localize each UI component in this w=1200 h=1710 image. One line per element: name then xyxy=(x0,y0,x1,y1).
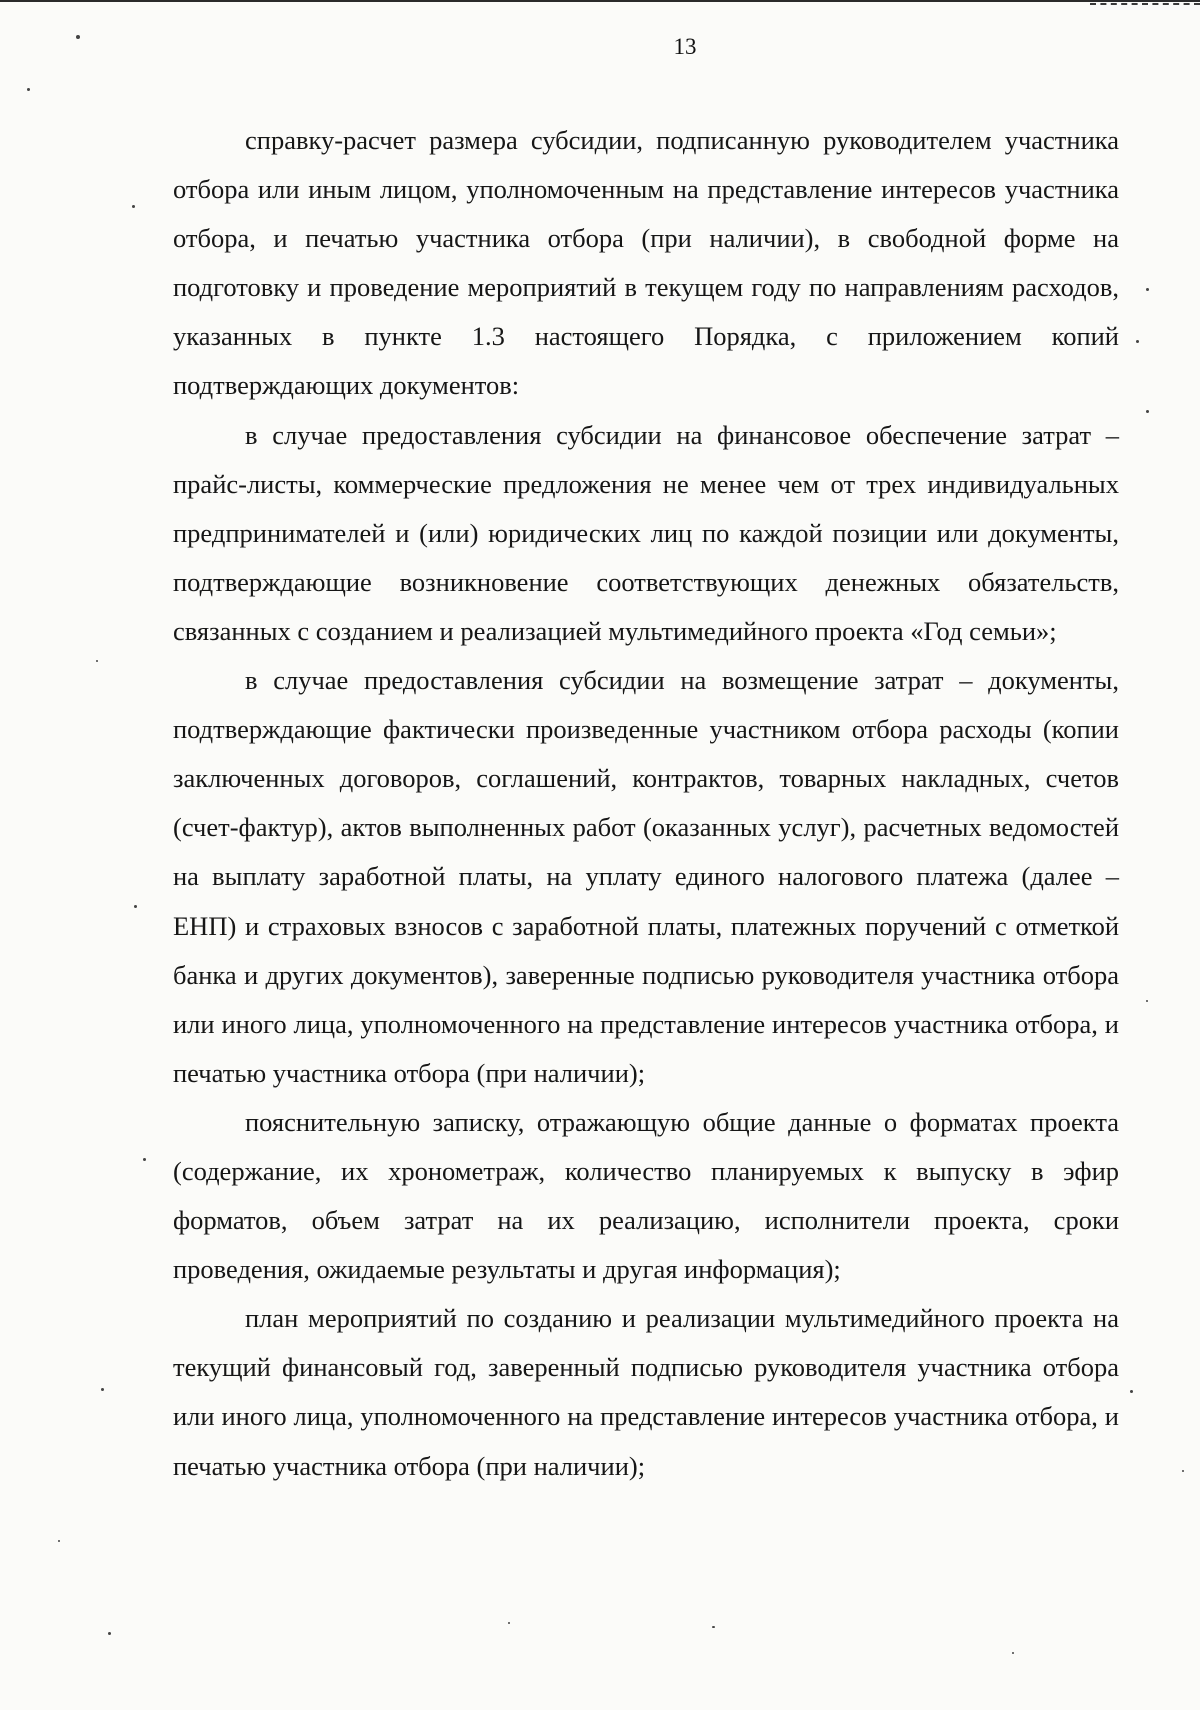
scan-speck xyxy=(96,660,98,662)
scan-top-edge xyxy=(0,0,1200,2)
scan-speck xyxy=(27,88,30,91)
paragraph-explanatory-note: пояснительную записку, отражающую общие данные о форматах проекта (содержание, их хронометраж, количество планируемых к выпуску в эфир форматов, объем затрат на их реализацию, исполнители проекта, сроки проведения, ожидаемые результаты и другая информация); xyxy=(173,1106,1119,1285)
scan-speck xyxy=(712,1626,715,1628)
scan-speck xyxy=(1182,1470,1184,1472)
scan-speck xyxy=(76,35,80,39)
page-number: 13 xyxy=(673,34,697,59)
scan-speck xyxy=(1012,1652,1014,1654)
scan-speck xyxy=(1146,410,1149,413)
scan-speck xyxy=(1146,288,1149,291)
paragraph-event-plan: план мероприятий по созданию и реализации мультимедийного проекта на текущий финансовый год, заверенный подписью руководителя участника отбора или иного лица, уполномоченного на представление интересов участника отбора, и печатью участника отбора (при наличии); xyxy=(173,1303,1119,1481)
paragraph-reimbursement: в случае предоставления субсидии на возмещение затрат – документы, подтверждающие фактически произведенные участником отбора расходы (копии заключенных договоров, соглашений, контрактов, товарных накладных, счетов (счет-фактур), актов выполненных работ (оказанных услуг), расчетных ведомостей на выплату заработной платы, на уплату единого налогового платежа (далее – ЕНП) и страховых взносов с заработной платы, платежных поручений с отметкой банка и других документов), заверенные подписью руководителя участника отбора или иного лица, уполномоченного на представление интересов участника отбора, и печатью участника отбора (при наличии); xyxy=(173,665,1119,1088)
scan-speck xyxy=(1130,1390,1133,1393)
paragraph-financial-support: в случае предоставления субсидии на финансовое обеспечение затрат – прайс-листы, коммерческие предложения не менее чем от трех индивидуальных предпринимателей и (или) юридических лиц по каждой позиции или документы, подтверждающие возникновение соответствующих денежных обязательств, связанных с созданием и реализацией мультимедийного проекта «Год семьи»; xyxy=(173,419,1119,646)
paragraph-calculation: справку-расчет размера субсидии, подписанную руководителем участника отбора или иным лицом, уполномоченным на представление интересов участника отбора, и печатью участника отбора (при наличии), в свободной форме на подготовку и проведение мероприятий в текущем году по направлениям расходов, указанных в пункте 1.3 настоящего Порядка, с приложением копий подтверждающих документов: xyxy=(173,125,1119,401)
scan-speck xyxy=(58,1540,60,1542)
scan-speck xyxy=(508,1622,510,1624)
scan-speck xyxy=(1146,1000,1148,1002)
scan-speck xyxy=(1136,340,1139,343)
scan-top-dash xyxy=(1090,3,1200,5)
scan-speck xyxy=(132,205,135,208)
scan-speck xyxy=(134,905,137,908)
scan-speck xyxy=(143,1158,146,1161)
document-body xyxy=(173,116,1119,1491)
scan-speck xyxy=(101,1388,104,1391)
scan-speck xyxy=(108,1632,111,1635)
